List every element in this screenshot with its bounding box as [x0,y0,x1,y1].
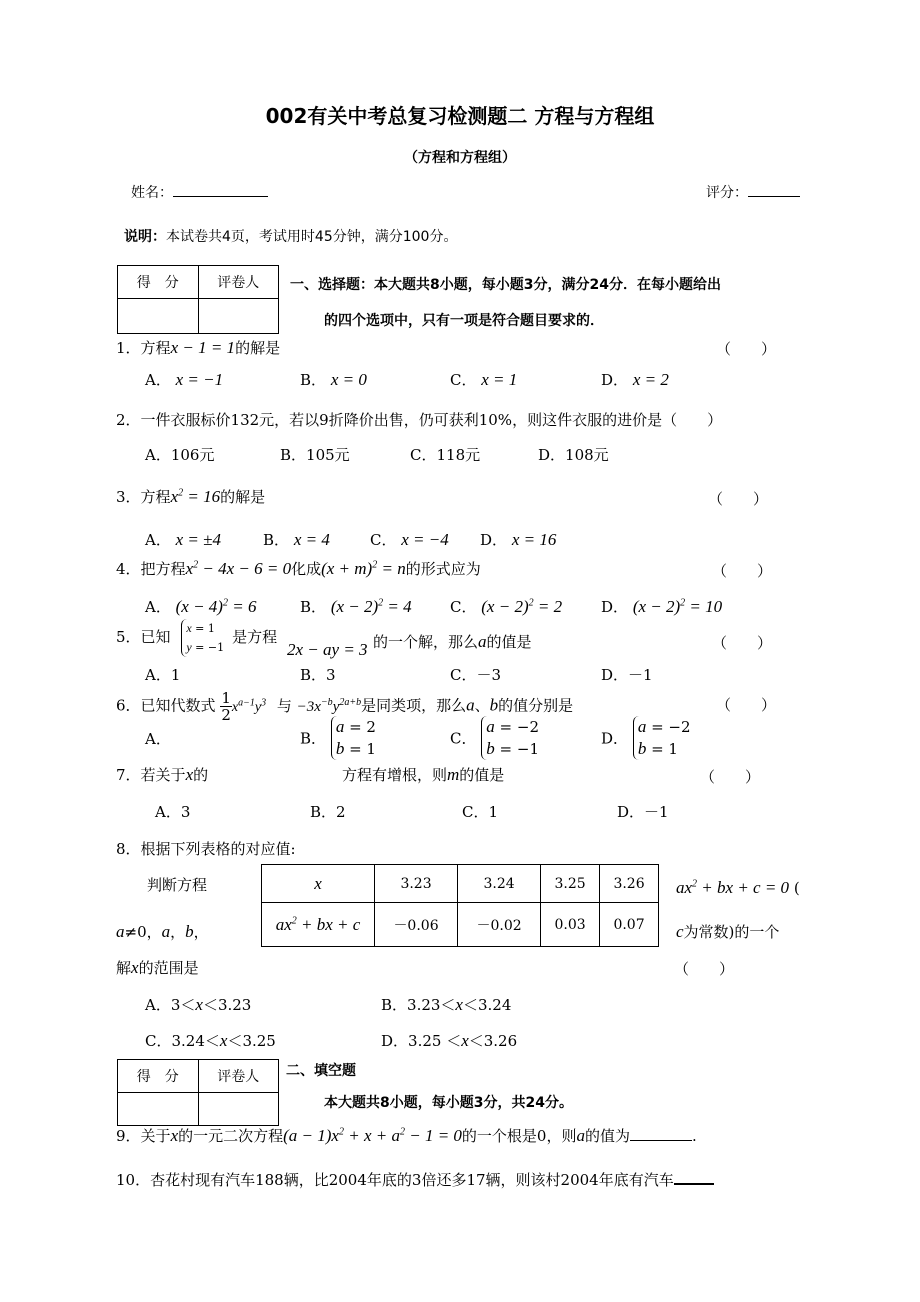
q6-option-a[interactable]: A． [145,730,171,748]
q9-answer-blank[interactable] [630,1140,692,1141]
q3-option-a[interactable]: A． x = ±4 [145,530,221,549]
q5-text-mid: 是方程 [232,628,278,646]
q2-option-c[interactable]: C．118元 [410,446,481,464]
q4-option-d[interactable]: D． $(x - 2)^2 = 10$ [601,597,723,616]
q5-option-b[interactable]: B．3 [300,666,336,684]
page-subtitle: （方程和方程组） [404,150,516,166]
q7-answer-paren[interactable]: （ ） [700,768,761,786]
table-header-x: x [262,865,375,903]
q4-text-mid: 化成 [291,560,322,578]
q4-text: 把方程 [140,560,186,578]
table-cell: －0.02 [458,903,541,947]
q6-text-post: 是同类项，那么 [361,696,467,715]
page-title: 002有关中考总复习检测题二 方程与方程组 [265,104,655,128]
q10-text: 杏花村现有汽车188辆，比2004年底的3倍还多17辆，则该村2004年底有汽车 [150,1171,674,1189]
q5-option-c[interactable]: C．－3 [450,666,502,684]
q5-text: 已知 [140,628,171,646]
q1-expr: x − 1 = 1 [170,338,236,357]
q6-text: 已知代数式 [140,696,216,715]
q1-text: 方程 [140,339,171,357]
question-2 [116,409,722,430]
q8-equation: $ax^2$ + bx + c = 0 ( [676,878,800,897]
q8-option-c[interactable]: C．3.24＜x＜3.25 [145,1031,276,1050]
q7-option-a[interactable]: A．3 [155,803,191,821]
q5-option-d[interactable]: D．－1 [601,666,653,684]
instructions [124,226,457,246]
instructions-label: 说明： [124,229,166,245]
q2-text: 一件衣服标价132元，若以9折降价出售，仍可获利10%，则这件衣服的进价是（ ） [140,411,723,429]
score-cell[interactable] [118,1093,199,1126]
q8-constants-note: c为常数)的一个 [676,922,780,941]
q6-option-c[interactable]: C． a = −2 b = −1 [450,717,539,758]
section1-heading: 一、选择题：本大题共8小题，每小题3分，满分24分．在每小题给出 [290,277,721,293]
q8-number: 8． [116,840,141,858]
q4-answer-paren[interactable]: （ ） [712,562,773,580]
section1-heading-cont: 的四个选项中，只有一项是符合题目要求的． [324,313,604,329]
score-cell[interactable] [118,299,199,334]
section2-heading: 二、填空题 [286,1063,356,1079]
q2-number: 2． [116,411,141,429]
table-header-expr: $ax^2$ + bx + c [262,903,375,947]
name-field[interactable] [131,182,268,202]
q4-text-post: 的形式应为 [405,560,481,578]
score-field[interactable] [706,182,800,202]
q8-text: 根据下列表格的对应值: [140,840,296,858]
question-5 [116,619,277,657]
score-box-section2 [117,1059,279,1126]
q8-judge-label: 判断方程 [147,876,208,894]
q4-number: 4． [116,560,141,578]
table-cell: 3.24 [458,865,541,903]
q3-option-b[interactable]: B． x = 4 [263,530,330,549]
score-box-header: 得 分 [118,1060,199,1093]
score-label: 评分： [706,185,748,201]
q2-option-b[interactable]: B．105元 [280,446,350,464]
q10-answer-blank[interactable] [674,1183,714,1185]
q3-option-c[interactable]: C． x = −4 [370,530,449,549]
instructions-text: 本试卷共4页，考试用时45分钟，满分100分。 [166,229,458,245]
question-3 [116,486,265,507]
q8-option-a[interactable]: A．3＜x＜3.23 [145,995,252,1014]
q7-text-tail: 方程有增根，则m的值是 [342,765,505,784]
table-cell: 3.25 [541,865,600,903]
section2-subheading: 本大题共8小题，每小题3分，共24分。 [324,1095,573,1111]
q3-expr: $x^2 = 16$ [170,487,221,506]
q8-value-table [261,864,659,947]
q10-number: 10． [116,1171,151,1189]
q3-option-d[interactable]: D． x = 16 [480,530,557,549]
q5-text-tail: 的一个解，那么a的值是 [373,632,532,651]
q7-text: 若关于 [140,766,186,784]
grader-header: 评卷人 [198,266,279,299]
q6-option-b[interactable]: B． a = 2 b = 1 [300,717,376,758]
q4-option-a[interactable]: A． $(x - 4)^2 = 6$ [145,597,257,616]
table-cell: 0.07 [600,903,659,947]
q1-option-c[interactable]: C． x = 1 [450,370,518,389]
question-8 [116,838,296,859]
question-4 [116,558,481,579]
q2-option-d[interactable]: D．108元 [538,446,609,464]
q3-text-post: 的解是 [220,488,266,506]
q1-number: 1． [116,339,141,357]
q8-condition: a≠0，a，b， [116,922,209,941]
q9-number: 9． [116,1127,141,1145]
score-box-section1 [117,265,279,334]
q4-option-c[interactable]: C． $(x - 2)^2 = 2$ [450,597,563,616]
table-cell: －0.06 [375,903,458,947]
q1-text-post: 的解是 [235,339,281,357]
q3-number: 3． [116,488,141,506]
q7-option-b[interactable]: B．2 [310,803,346,821]
table-cell: 3.26 [600,865,659,903]
question-10 [116,1169,714,1190]
q7-number: 7． [116,766,141,784]
q5-number: 5． [116,628,141,646]
q3-answer-paren[interactable]: （ ） [708,490,769,508]
q8-option-d[interactable]: D．3.25 ＜x＜3.26 [381,1031,518,1050]
question-9: 9．关于x的一元二次方程$(a - 1)x^2 + x + a^2 - 1 = 0$的一个根是0，则a的值为 . [116,1126,697,1145]
q8-option-b[interactable]: B．3.23＜x＜3.24 [381,995,512,1014]
q4-form: $(x + m)^2 = n$ [321,559,406,578]
q8-answer-paren[interactable]: （ ） [674,960,735,978]
q2-option-a[interactable]: A．106元 [145,446,215,464]
grader-cell[interactable] [198,1093,279,1126]
q6-text-mid: 与 [276,696,292,715]
question-7: 7．若关于x的 [116,765,209,784]
q6-answer-paren[interactable]: （ ） [716,696,777,714]
q6-number: 6． [116,696,141,715]
q1-answer-paren[interactable]: （ ） [716,340,777,358]
q7-option-c[interactable]: C．1 [462,803,499,821]
q7-option-d[interactable]: D．－1 [617,803,669,821]
grader-cell[interactable] [198,299,279,334]
table-cell: 3.23 [375,865,458,903]
q1-option-b[interactable]: B． x = 0 [300,370,367,389]
q6-option-d[interactable]: D． a = −2 b = 1 [601,717,691,758]
question-6: 6．已知代数式 $\frac{1}{2}x^{a-1}y^3$ 与 $-3x^{-b}y^{2a+b}$是同类项，那么a、b的值分别是 [116,689,574,724]
q8-range-text: 解x的范围是 [116,958,199,977]
q3-text: 方程 [140,488,171,506]
q4-option-b[interactable]: B． $(x - 2)^2 = 4$ [300,597,412,616]
name-label: 姓名： [131,185,173,201]
q5-system: x = 1 y = −1 [181,619,224,657]
q6-fraction: $\frac{1}{2}$ [221,689,231,724]
q5-option-a[interactable]: A．1 [145,666,181,684]
q1-option-d[interactable]: D． x = 2 [601,370,669,389]
q5-answer-paren[interactable]: （ ） [712,634,773,652]
question-1 [116,337,280,358]
q5-equation: 2x − ay = 3 [287,640,368,659]
grader-header: 评卷人 [198,1060,279,1093]
q1-option-a[interactable]: A． x = −1 [145,370,224,389]
q4-expr: $x^2 - 4x - 6 = 0$ [185,559,292,578]
table-cell: 0.03 [541,903,600,947]
score-box-header: 得 分 [118,266,199,299]
